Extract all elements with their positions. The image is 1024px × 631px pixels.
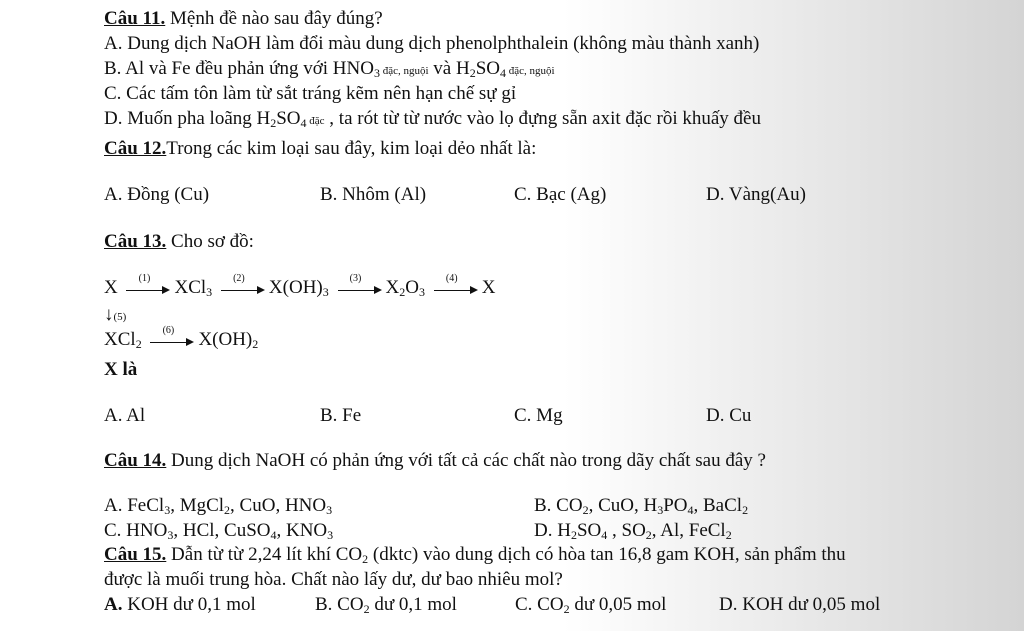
q13-scheme-row2: XCl$_2$ (6) $X(OH)_2$ [104, 324, 259, 351]
q13-x-la: X là [104, 359, 138, 380]
down-arrow-icon: ↓ [104, 304, 114, 325]
q15-option-a: A. KOH dư 0,1 mol [104, 594, 256, 615]
arrow-6: (6) [150, 334, 194, 348]
q13-option-b: B. Fe [320, 405, 362, 426]
q11-option-a: A. Dung dịch NaOH làm đổi màu dung dịch phenolphthalein (không màu thành xanh) [104, 33, 760, 54]
q14-option-b: B. $CO_2$, CuO, $H_3PO_4$, BaCl$_2$ [534, 495, 749, 517]
q12-label: Câu 12. [104, 138, 167, 159]
q12-option-b: B. Nhôm (Al) [320, 184, 427, 205]
q14-option-c: C. $HNO_3$, HCl, CuSO$_4$, $KNO_3$ [104, 520, 334, 542]
q13-option-c: C. Mg [514, 405, 563, 426]
q13-option-a: A. Al [104, 405, 146, 426]
q14-stem: Câu 14. Dung dịch NaOH có phản ứng với tất cả các chất nào trong dãy chất sau đây ? [104, 450, 766, 471]
q11-option-b: B. Al và Fe đều phản ứng với $HNO_3$ đặc, nguội và $H_2SO_4$ đặc, nguội [104, 58, 555, 80]
q13-option-d: D. Cu [706, 405, 752, 426]
q12-option-d: D. Vàng(Au) [706, 184, 806, 205]
arrow-2: (2) [221, 282, 265, 296]
arrow-4: (4) [434, 282, 478, 296]
q12-stem: Câu 12.Trong các kim loại sau đây, kim loại dẻo nhất là: [104, 138, 537, 159]
q15-label: Câu 15. [104, 544, 167, 565]
q11-label: Câu 11. [104, 8, 166, 29]
q13-label: Câu 13. [104, 231, 167, 252]
arrow-1: (1) [126, 282, 170, 296]
q15-option-b: B. $CO_2$ dư 0,1 mol [315, 594, 457, 616]
q12-option-c: C. Bạc (Ag) [514, 184, 607, 205]
arrow-3: (3) [338, 282, 382, 296]
q11-option-c: C. Các tấm tôn làm từ sắt tráng kẽm nên hạn chế sự gỉ [104, 83, 517, 104]
q11-option-d: D. Muốn pha loãng $H_2SO_4$ đặc , ta rót từ từ nước vào lọ đựng sẵn axit đặc rồi khuấy đều [104, 108, 761, 130]
q15-stem: Câu 15. Dẫn từ từ 2,24 lít khí $CO_2$ (dktc) vào dung dịch có hòa tan 16,8 gam KOH, sản phẩm thu [104, 544, 846, 566]
q13-stem: Câu 13. Cho sơ đồ: [104, 231, 254, 252]
q11-stem: Câu 11. Mệnh đề nào sau đây đúng? [104, 8, 383, 29]
q15-option-d: D. KOH dư 0,05 mol [719, 594, 881, 615]
q14-option-a: A. FeCl$_3$, MgCl$_2$, CuO, $HNO_3$ [104, 495, 333, 517]
q15-option-c: C. $CO_2$ dư 0,05 mol [515, 594, 667, 616]
q14-option-d: D. $H_2SO_4$ , $SO_2$, Al, FeCl$_2$ [534, 520, 732, 542]
q12-option-a: A. Đồng (Cu) [104, 184, 210, 205]
q13-scheme-row1: X (1) XCl$_3$ (2) $X(OH)_3$ (3) $X_2O_3$ (4) X [104, 272, 496, 299]
q13-scheme-down: ↓(5) [104, 304, 127, 325]
q14-label: Câu 14. [104, 450, 167, 471]
q15-stem-line2: được là muối trung hòa. Chất nào lấy dư, dư bao nhiêu mol? [104, 569, 563, 590]
